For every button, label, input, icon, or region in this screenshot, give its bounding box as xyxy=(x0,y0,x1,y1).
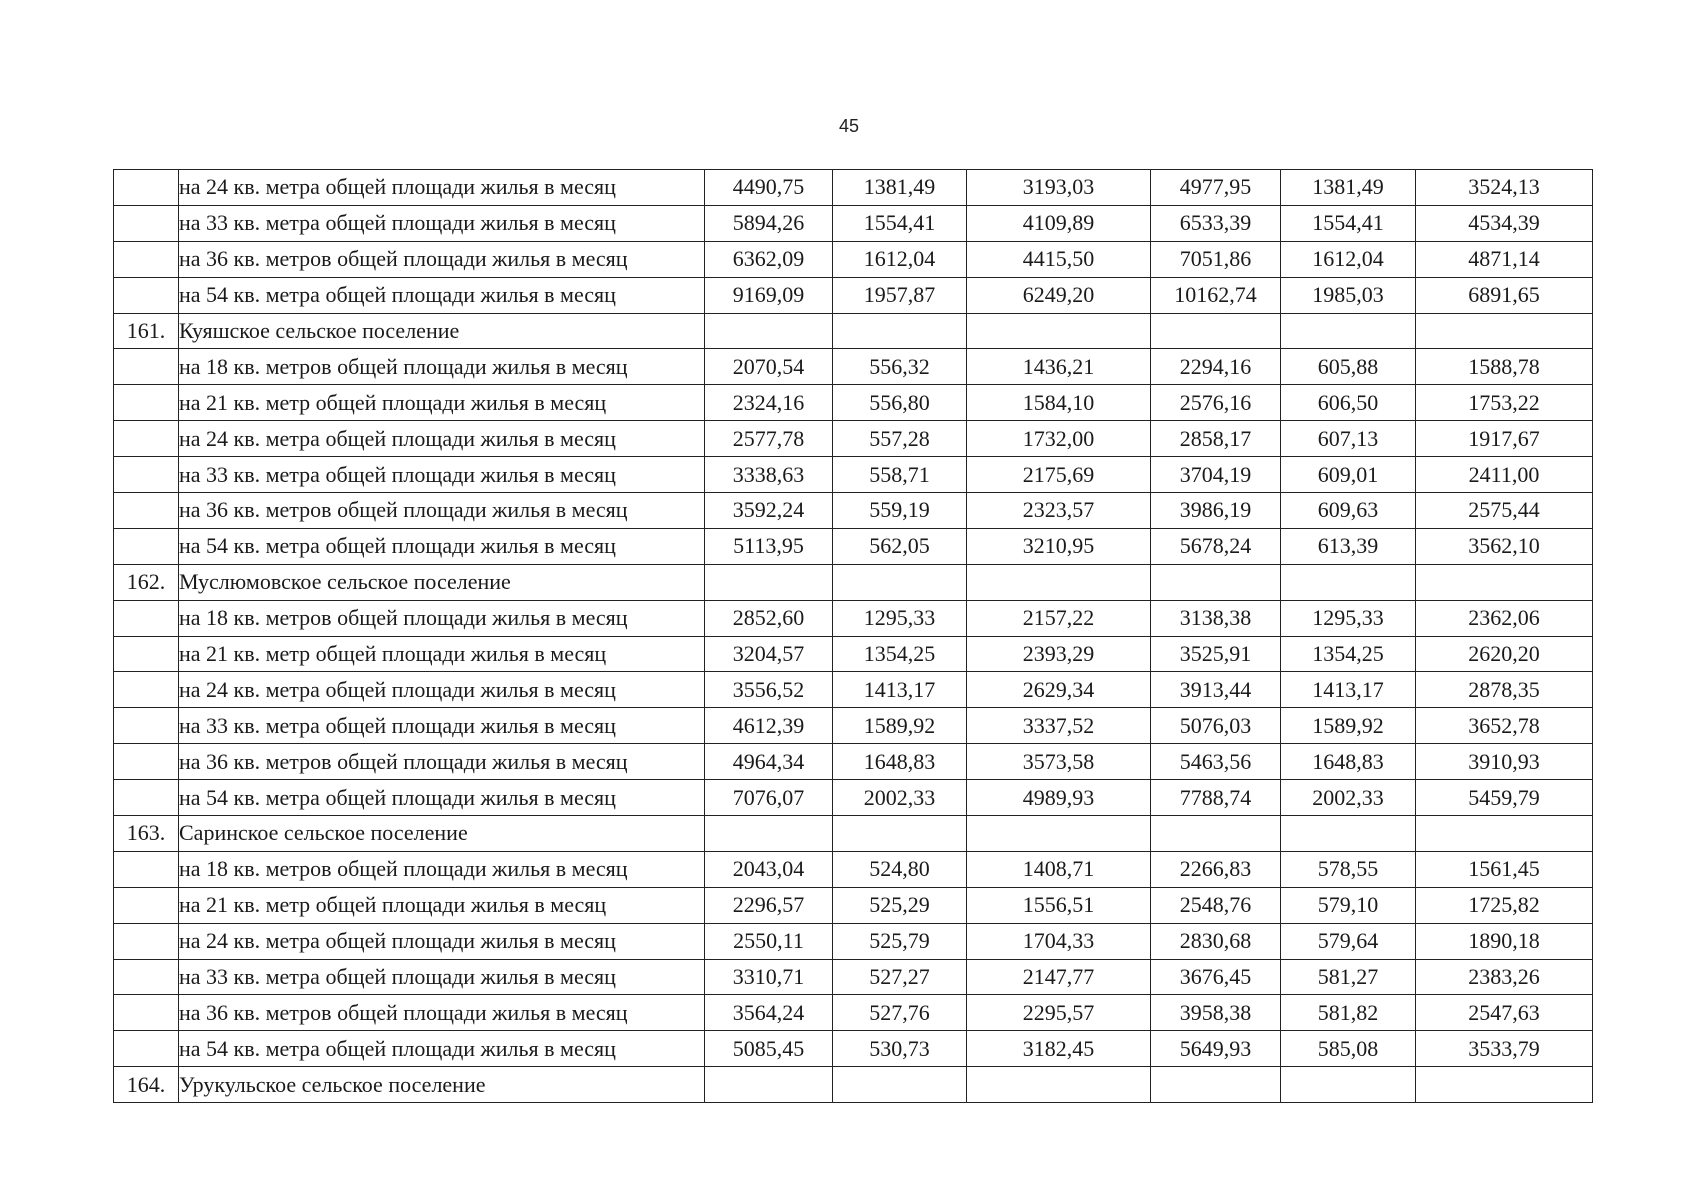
row-label: Урукульское сельское поселение xyxy=(179,1067,705,1103)
value-cell-col-5: 1354,25 xyxy=(1281,636,1416,672)
table-row xyxy=(114,170,1593,206)
table-row xyxy=(114,528,1593,564)
value-cell-col-4: 3913,44 xyxy=(1151,672,1281,708)
value-cell-col-2 xyxy=(833,313,967,349)
table-row xyxy=(114,1067,1593,1103)
value-cell-col-3: 1556,51 xyxy=(967,887,1151,923)
value-cell-col-3: 2147,77 xyxy=(967,959,1151,995)
value-cell-col-5: 2002,33 xyxy=(1281,780,1416,816)
value-cell-col-5 xyxy=(1281,1067,1416,1103)
value-cell-col-2: 1413,17 xyxy=(833,672,967,708)
row-label: на 21 кв. метр общей площади жилья в месяц xyxy=(179,887,705,923)
value-cell-col-1: 5894,26 xyxy=(705,205,833,241)
value-cell-col-3 xyxy=(967,1067,1151,1103)
table-row xyxy=(114,564,1593,600)
value-cell-col-1: 3556,52 xyxy=(705,672,833,708)
value-cell-col-5: 609,63 xyxy=(1281,493,1416,529)
row-number: 164. xyxy=(114,1067,179,1103)
value-cell-col-5 xyxy=(1281,564,1416,600)
value-cell-col-5: 1612,04 xyxy=(1281,241,1416,277)
row-label: Муслюмовское сельское поселение xyxy=(179,564,705,600)
table-row xyxy=(114,887,1593,923)
row-label: на 21 кв. метр общей площади жилья в месяц xyxy=(179,385,705,421)
table-row xyxy=(114,1031,1593,1067)
value-cell-col-6: 2878,35 xyxy=(1416,672,1593,708)
value-cell-col-3: 6249,20 xyxy=(967,277,1151,313)
table-row xyxy=(114,959,1593,995)
value-cell-col-5: 1554,41 xyxy=(1281,205,1416,241)
value-cell-col-6: 2620,20 xyxy=(1416,636,1593,672)
value-cell-col-5: 581,27 xyxy=(1281,959,1416,995)
row-number xyxy=(114,1031,179,1067)
value-cell-col-5: 606,50 xyxy=(1281,385,1416,421)
value-cell-col-1: 3592,24 xyxy=(705,493,833,529)
value-cell-col-3: 1408,71 xyxy=(967,851,1151,887)
table-row xyxy=(114,851,1593,887)
value-cell-col-6: 6891,65 xyxy=(1416,277,1593,313)
value-cell-col-4: 3525,91 xyxy=(1151,636,1281,672)
row-number xyxy=(114,995,179,1031)
value-cell-col-1: 5113,95 xyxy=(705,528,833,564)
value-cell-col-4 xyxy=(1151,313,1281,349)
row-number xyxy=(114,672,179,708)
row-number xyxy=(114,528,179,564)
value-cell-col-6: 1753,22 xyxy=(1416,385,1593,421)
value-cell-col-4 xyxy=(1151,1067,1281,1103)
value-cell-col-1: 4612,39 xyxy=(705,708,833,744)
row-label: на 36 кв. метров общей площади жилья в месяц xyxy=(179,744,705,780)
value-cell-col-2: 1381,49 xyxy=(833,170,967,206)
value-cell-col-3: 1436,21 xyxy=(967,349,1151,385)
value-cell-col-3 xyxy=(967,313,1151,349)
row-number xyxy=(114,959,179,995)
value-cell-col-5: 605,88 xyxy=(1281,349,1416,385)
value-cell-col-6: 4534,39 xyxy=(1416,205,1593,241)
value-cell-col-6: 2362,06 xyxy=(1416,600,1593,636)
row-number xyxy=(114,457,179,493)
table-row xyxy=(114,708,1593,744)
value-cell-col-6 xyxy=(1416,816,1593,852)
value-cell-col-3: 4415,50 xyxy=(967,241,1151,277)
row-label: на 18 кв. метров общей площади жилья в месяц xyxy=(179,851,705,887)
value-cell-col-3: 3210,95 xyxy=(967,528,1151,564)
row-label: на 33 кв. метра общей площади жилья в месяц xyxy=(179,205,705,241)
row-number xyxy=(114,241,179,277)
value-cell-col-3: 3182,45 xyxy=(967,1031,1151,1067)
value-cell-col-2 xyxy=(833,564,967,600)
value-cell-col-2: 525,79 xyxy=(833,923,967,959)
table-row xyxy=(114,277,1593,313)
value-cell-col-5: 1648,83 xyxy=(1281,744,1416,780)
value-cell-col-5: 1985,03 xyxy=(1281,277,1416,313)
value-cell-col-1: 4964,34 xyxy=(705,744,833,780)
table-row xyxy=(114,995,1593,1031)
row-number xyxy=(114,887,179,923)
row-number xyxy=(114,780,179,816)
value-cell-col-1: 3204,57 xyxy=(705,636,833,672)
value-cell-col-1: 4490,75 xyxy=(705,170,833,206)
value-cell-col-4: 2576,16 xyxy=(1151,385,1281,421)
value-cell-col-3: 2393,29 xyxy=(967,636,1151,672)
value-cell-col-4: 5463,56 xyxy=(1151,744,1281,780)
value-cell-col-4: 5076,03 xyxy=(1151,708,1281,744)
table-body xyxy=(114,170,1593,1103)
value-cell-col-5: 613,39 xyxy=(1281,528,1416,564)
row-number xyxy=(114,170,179,206)
row-label: на 18 кв. метров общей площади жилья в месяц xyxy=(179,600,705,636)
row-label: на 24 кв. метра общей площади жилья в месяц xyxy=(179,923,705,959)
value-cell-col-5: 607,13 xyxy=(1281,421,1416,457)
value-cell-col-3: 3337,52 xyxy=(967,708,1151,744)
value-cell-col-6: 3562,10 xyxy=(1416,528,1593,564)
value-cell-col-1 xyxy=(705,816,833,852)
row-label: на 54 кв. метра общей площади жилья в месяц xyxy=(179,277,705,313)
value-cell-col-4: 6533,39 xyxy=(1151,205,1281,241)
tariff-table xyxy=(113,169,1593,1103)
table-row xyxy=(114,816,1593,852)
value-cell-col-2 xyxy=(833,1067,967,1103)
value-cell-col-6 xyxy=(1416,1067,1593,1103)
value-cell-col-1: 2852,60 xyxy=(705,600,833,636)
value-cell-col-1: 2043,04 xyxy=(705,851,833,887)
value-cell-col-2: 1295,33 xyxy=(833,600,967,636)
value-cell-col-3: 2157,22 xyxy=(967,600,1151,636)
value-cell-col-2 xyxy=(833,816,967,852)
value-cell-col-4: 3138,38 xyxy=(1151,600,1281,636)
table-row xyxy=(114,672,1593,708)
row-label: на 24 кв. метра общей площади жилья в месяц xyxy=(179,170,705,206)
value-cell-col-5: 579,10 xyxy=(1281,887,1416,923)
value-cell-col-2: 1354,25 xyxy=(833,636,967,672)
value-cell-col-3: 4109,89 xyxy=(967,205,1151,241)
value-cell-col-2: 524,80 xyxy=(833,851,967,887)
value-cell-col-2: 527,27 xyxy=(833,959,967,995)
value-cell-col-3 xyxy=(967,564,1151,600)
value-cell-col-1 xyxy=(705,1067,833,1103)
value-cell-col-1: 3310,71 xyxy=(705,959,833,995)
value-cell-col-5: 579,64 xyxy=(1281,923,1416,959)
row-label: Куяшское сельское поселение xyxy=(179,313,705,349)
value-cell-col-6: 1561,45 xyxy=(1416,851,1593,887)
page-number: 45 xyxy=(838,116,860,136)
value-cell-col-2: 525,29 xyxy=(833,887,967,923)
row-label: на 33 кв. метра общей площади жилья в месяц xyxy=(179,959,705,995)
value-cell-col-3: 4989,93 xyxy=(967,780,1151,816)
row-label: на 54 кв. метра общей площади жилья в месяц xyxy=(179,528,705,564)
row-number xyxy=(114,493,179,529)
value-cell-col-1: 2577,78 xyxy=(705,421,833,457)
value-cell-col-1: 6362,09 xyxy=(705,241,833,277)
value-cell-col-4: 2266,83 xyxy=(1151,851,1281,887)
value-cell-col-2: 527,76 xyxy=(833,995,967,1031)
value-cell-col-5: 1295,33 xyxy=(1281,600,1416,636)
value-cell-col-3: 2175,69 xyxy=(967,457,1151,493)
table-row xyxy=(114,780,1593,816)
value-cell-col-2: 1648,83 xyxy=(833,744,967,780)
table-row xyxy=(114,241,1593,277)
table-row xyxy=(114,600,1593,636)
value-cell-col-1: 7076,07 xyxy=(705,780,833,816)
value-cell-col-3: 2323,57 xyxy=(967,493,1151,529)
row-number xyxy=(114,600,179,636)
row-number xyxy=(114,349,179,385)
value-cell-col-6: 4871,14 xyxy=(1416,241,1593,277)
value-cell-col-6: 3910,93 xyxy=(1416,744,1593,780)
value-cell-col-3: 2629,34 xyxy=(967,672,1151,708)
value-cell-col-6: 2383,26 xyxy=(1416,959,1593,995)
value-cell-col-2: 558,71 xyxy=(833,457,967,493)
value-cell-col-1: 3338,63 xyxy=(705,457,833,493)
table-row xyxy=(114,636,1593,672)
value-cell-col-2: 559,19 xyxy=(833,493,967,529)
value-cell-col-2: 562,05 xyxy=(833,528,967,564)
table-row xyxy=(114,313,1593,349)
value-cell-col-6: 2575,44 xyxy=(1416,493,1593,529)
value-cell-col-6: 2411,00 xyxy=(1416,457,1593,493)
row-number: 161. xyxy=(114,313,179,349)
value-cell-col-5: 609,01 xyxy=(1281,457,1416,493)
table-row xyxy=(114,457,1593,493)
value-cell-col-4: 7051,86 xyxy=(1151,241,1281,277)
value-cell-col-1: 2296,57 xyxy=(705,887,833,923)
value-cell-col-2: 1589,92 xyxy=(833,708,967,744)
value-cell-col-1: 9169,09 xyxy=(705,277,833,313)
row-label: на 24 кв. метра общей площади жилья в месяц xyxy=(179,421,705,457)
row-label: Саринское сельское поселение xyxy=(179,816,705,852)
row-number xyxy=(114,923,179,959)
value-cell-col-6: 3524,13 xyxy=(1416,170,1593,206)
table-row xyxy=(114,205,1593,241)
row-label: на 24 кв. метра общей площади жилья в месяц xyxy=(179,672,705,708)
value-cell-col-2: 1612,04 xyxy=(833,241,967,277)
value-cell-col-4: 3958,38 xyxy=(1151,995,1281,1031)
value-cell-col-2: 556,80 xyxy=(833,385,967,421)
value-cell-col-4: 2858,17 xyxy=(1151,421,1281,457)
value-cell-col-4: 2548,76 xyxy=(1151,887,1281,923)
value-cell-col-4: 2830,68 xyxy=(1151,923,1281,959)
value-cell-col-1: 3564,24 xyxy=(705,995,833,1031)
table-row xyxy=(114,923,1593,959)
value-cell-col-4: 3986,19 xyxy=(1151,493,1281,529)
value-cell-col-1: 5085,45 xyxy=(705,1031,833,1067)
value-cell-col-3: 2295,57 xyxy=(967,995,1151,1031)
row-number xyxy=(114,421,179,457)
value-cell-col-5 xyxy=(1281,816,1416,852)
row-label: на 54 кв. метра общей площади жилья в месяц xyxy=(179,1031,705,1067)
table-row xyxy=(114,385,1593,421)
value-cell-col-4: 2294,16 xyxy=(1151,349,1281,385)
value-cell-col-6 xyxy=(1416,564,1593,600)
value-cell-col-3: 1704,33 xyxy=(967,923,1151,959)
value-cell-col-6: 1588,78 xyxy=(1416,349,1593,385)
value-cell-col-2: 557,28 xyxy=(833,421,967,457)
value-cell-col-6: 1917,67 xyxy=(1416,421,1593,457)
value-cell-col-4: 5678,24 xyxy=(1151,528,1281,564)
value-cell-col-5: 585,08 xyxy=(1281,1031,1416,1067)
table-row xyxy=(114,349,1593,385)
row-number xyxy=(114,205,179,241)
value-cell-col-1: 2070,54 xyxy=(705,349,833,385)
value-cell-col-2: 556,32 xyxy=(833,349,967,385)
value-cell-col-4: 5649,93 xyxy=(1151,1031,1281,1067)
value-cell-col-1 xyxy=(705,564,833,600)
table-row xyxy=(114,493,1593,529)
value-cell-col-4: 10162,74 xyxy=(1151,277,1281,313)
value-cell-col-4: 3676,45 xyxy=(1151,959,1281,995)
table-row xyxy=(114,421,1593,457)
row-label: на 36 кв. метров общей площади жилья в месяц xyxy=(179,493,705,529)
value-cell-col-2: 1957,87 xyxy=(833,277,967,313)
value-cell-col-6: 5459,79 xyxy=(1416,780,1593,816)
value-cell-col-3 xyxy=(967,816,1151,852)
value-cell-col-6: 2547,63 xyxy=(1416,995,1593,1031)
row-label: на 21 кв. метр общей площади жилья в месяц xyxy=(179,636,705,672)
row-label: на 33 кв. метра общей площади жилья в месяц xyxy=(179,708,705,744)
value-cell-col-4: 4977,95 xyxy=(1151,170,1281,206)
value-cell-col-5: 1381,49 xyxy=(1281,170,1416,206)
value-cell-col-1: 2550,11 xyxy=(705,923,833,959)
value-cell-col-6: 3533,79 xyxy=(1416,1031,1593,1067)
row-label: на 54 кв. метра общей площади жилья в месяц xyxy=(179,780,705,816)
value-cell-col-4: 3704,19 xyxy=(1151,457,1281,493)
row-label: на 36 кв. метров общей площади жилья в месяц xyxy=(179,241,705,277)
value-cell-col-5: 581,82 xyxy=(1281,995,1416,1031)
row-number xyxy=(114,744,179,780)
value-cell-col-6: 1890,18 xyxy=(1416,923,1593,959)
value-cell-col-5: 1413,17 xyxy=(1281,672,1416,708)
value-cell-col-2: 2002,33 xyxy=(833,780,967,816)
value-cell-col-5 xyxy=(1281,313,1416,349)
row-label: на 18 кв. метров общей площади жилья в месяц xyxy=(179,349,705,385)
value-cell-col-1: 2324,16 xyxy=(705,385,833,421)
value-cell-col-5: 578,55 xyxy=(1281,851,1416,887)
value-cell-col-4 xyxy=(1151,816,1281,852)
row-label: на 36 кв. метров общей площади жилья в месяц xyxy=(179,995,705,1031)
value-cell-col-3: 1732,00 xyxy=(967,421,1151,457)
row-number xyxy=(114,851,179,887)
value-cell-col-6: 1725,82 xyxy=(1416,887,1593,923)
row-number: 162. xyxy=(114,564,179,600)
row-number xyxy=(114,385,179,421)
value-cell-col-3: 3193,03 xyxy=(967,170,1151,206)
row-label: на 33 кв. метра общей площади жилья в месяц xyxy=(179,457,705,493)
row-number xyxy=(114,277,179,313)
value-cell-col-2: 1554,41 xyxy=(833,205,967,241)
row-number xyxy=(114,636,179,672)
value-cell-col-5: 1589,92 xyxy=(1281,708,1416,744)
value-cell-col-1 xyxy=(705,313,833,349)
value-cell-col-4: 7788,74 xyxy=(1151,780,1281,816)
row-number xyxy=(114,708,179,744)
row-number: 163. xyxy=(114,816,179,852)
value-cell-col-6: 3652,78 xyxy=(1416,708,1593,744)
value-cell-col-6 xyxy=(1416,313,1593,349)
value-cell-col-4 xyxy=(1151,564,1281,600)
value-cell-col-2: 530,73 xyxy=(833,1031,967,1067)
value-cell-col-3: 1584,10 xyxy=(967,385,1151,421)
value-cell-col-3: 3573,58 xyxy=(967,744,1151,780)
table-row xyxy=(114,744,1593,780)
